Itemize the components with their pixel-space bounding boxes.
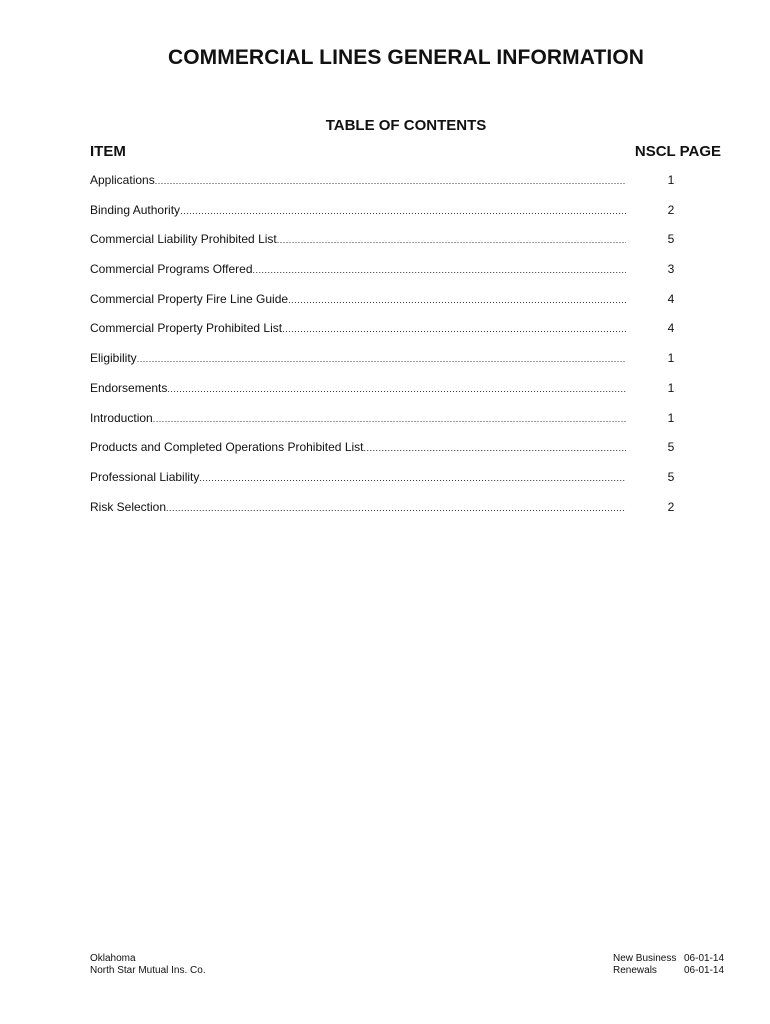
- toc-entry-page: 2: [667, 202, 675, 217]
- toc-entry-label: Risk Selection: [90, 499, 167, 514]
- footer-new-business-row: [613, 953, 724, 965]
- dot-leader: [199, 470, 626, 484]
- toc-entry: [90, 203, 721, 233]
- footer-new-business-date: 06-01-14: [684, 953, 725, 964]
- footer-new-business-label: New Business: [613, 953, 677, 964]
- dot-leader: [167, 381, 626, 395]
- dot-leader: [180, 203, 626, 217]
- toc-entry-page: 5: [667, 469, 675, 484]
- toc-entry: [90, 321, 721, 351]
- toc-entry-label: Professional Liability: [90, 469, 200, 484]
- toc-entry-page: 2: [667, 499, 675, 514]
- toc-entry: [90, 381, 721, 411]
- toc-entry: [90, 411, 721, 441]
- footer-renewals-row: [613, 965, 724, 977]
- dot-leader: [166, 500, 626, 514]
- dot-leader: [277, 232, 626, 246]
- footer-right: [613, 953, 724, 977]
- toc-entry: [90, 470, 721, 500]
- toc-entry-page: 1: [667, 173, 675, 187]
- toc-list: [90, 173, 721, 529]
- toc-entry-label: Commercial Programs Offered: [90, 262, 253, 277]
- footer-renewals-label: Renewals: [613, 965, 657, 976]
- toc-entry-label: Products and Completed Operations Prohibited List: [90, 440, 364, 455]
- dot-leader: [288, 292, 626, 306]
- dot-leader: [155, 173, 626, 187]
- toc-entry: [90, 500, 721, 530]
- toc-entry-page: 4: [667, 321, 675, 336]
- dot-leader: [364, 440, 627, 454]
- dot-leader: [282, 321, 626, 335]
- dot-leader: [253, 262, 627, 276]
- toc-entry-page: 5: [667, 440, 675, 455]
- toc-entry: [90, 262, 721, 292]
- toc-entry: [90, 440, 721, 470]
- toc-entry: [90, 232, 721, 262]
- column-header-item: ITEM: [90, 143, 126, 160]
- footer-company: North Star Mutual Ins. Co.: [90, 965, 206, 976]
- toc-entry-page: 1: [667, 410, 675, 425]
- footer-state: Oklahoma: [90, 953, 136, 964]
- toc-entry-label: Endorsements: [90, 380, 168, 395]
- toc-entry-label: Eligibility: [90, 351, 137, 366]
- toc-entry-page: 3: [667, 262, 675, 277]
- toc-entry-label: Applications: [90, 173, 155, 187]
- toc-entry-label: Commercial Liability Prohibited List: [90, 232, 277, 247]
- footer-renewals-date: 06-01-14: [684, 965, 725, 976]
- toc-entry-label: Commercial Property Prohibited List: [90, 321, 283, 336]
- dot-leader: [137, 351, 626, 365]
- column-header-page: NSCL PAGE: [634, 143, 721, 160]
- footer-left: [90, 953, 206, 977]
- toc-entry-label: Introduction: [90, 410, 153, 425]
- toc-entry-label: Binding Authority: [90, 202, 181, 217]
- toc-entry-label: Commercial Property Fire Line Guide: [90, 291, 289, 306]
- toc-entry: [90, 292, 721, 322]
- toc-entry-page: 4: [667, 291, 675, 306]
- toc-entry-page: 1: [667, 351, 675, 366]
- dot-leader: [153, 411, 626, 425]
- toc-entry-page: 5: [667, 232, 675, 247]
- toc-entry-page: 1: [667, 380, 675, 395]
- toc-heading: TABLE OF CONTENTS: [325, 117, 487, 134]
- toc-entry: [90, 173, 721, 203]
- page-title: COMMERCIAL LINES GENERAL INFORMATION: [167, 46, 645, 69]
- toc-entry: [90, 351, 721, 381]
